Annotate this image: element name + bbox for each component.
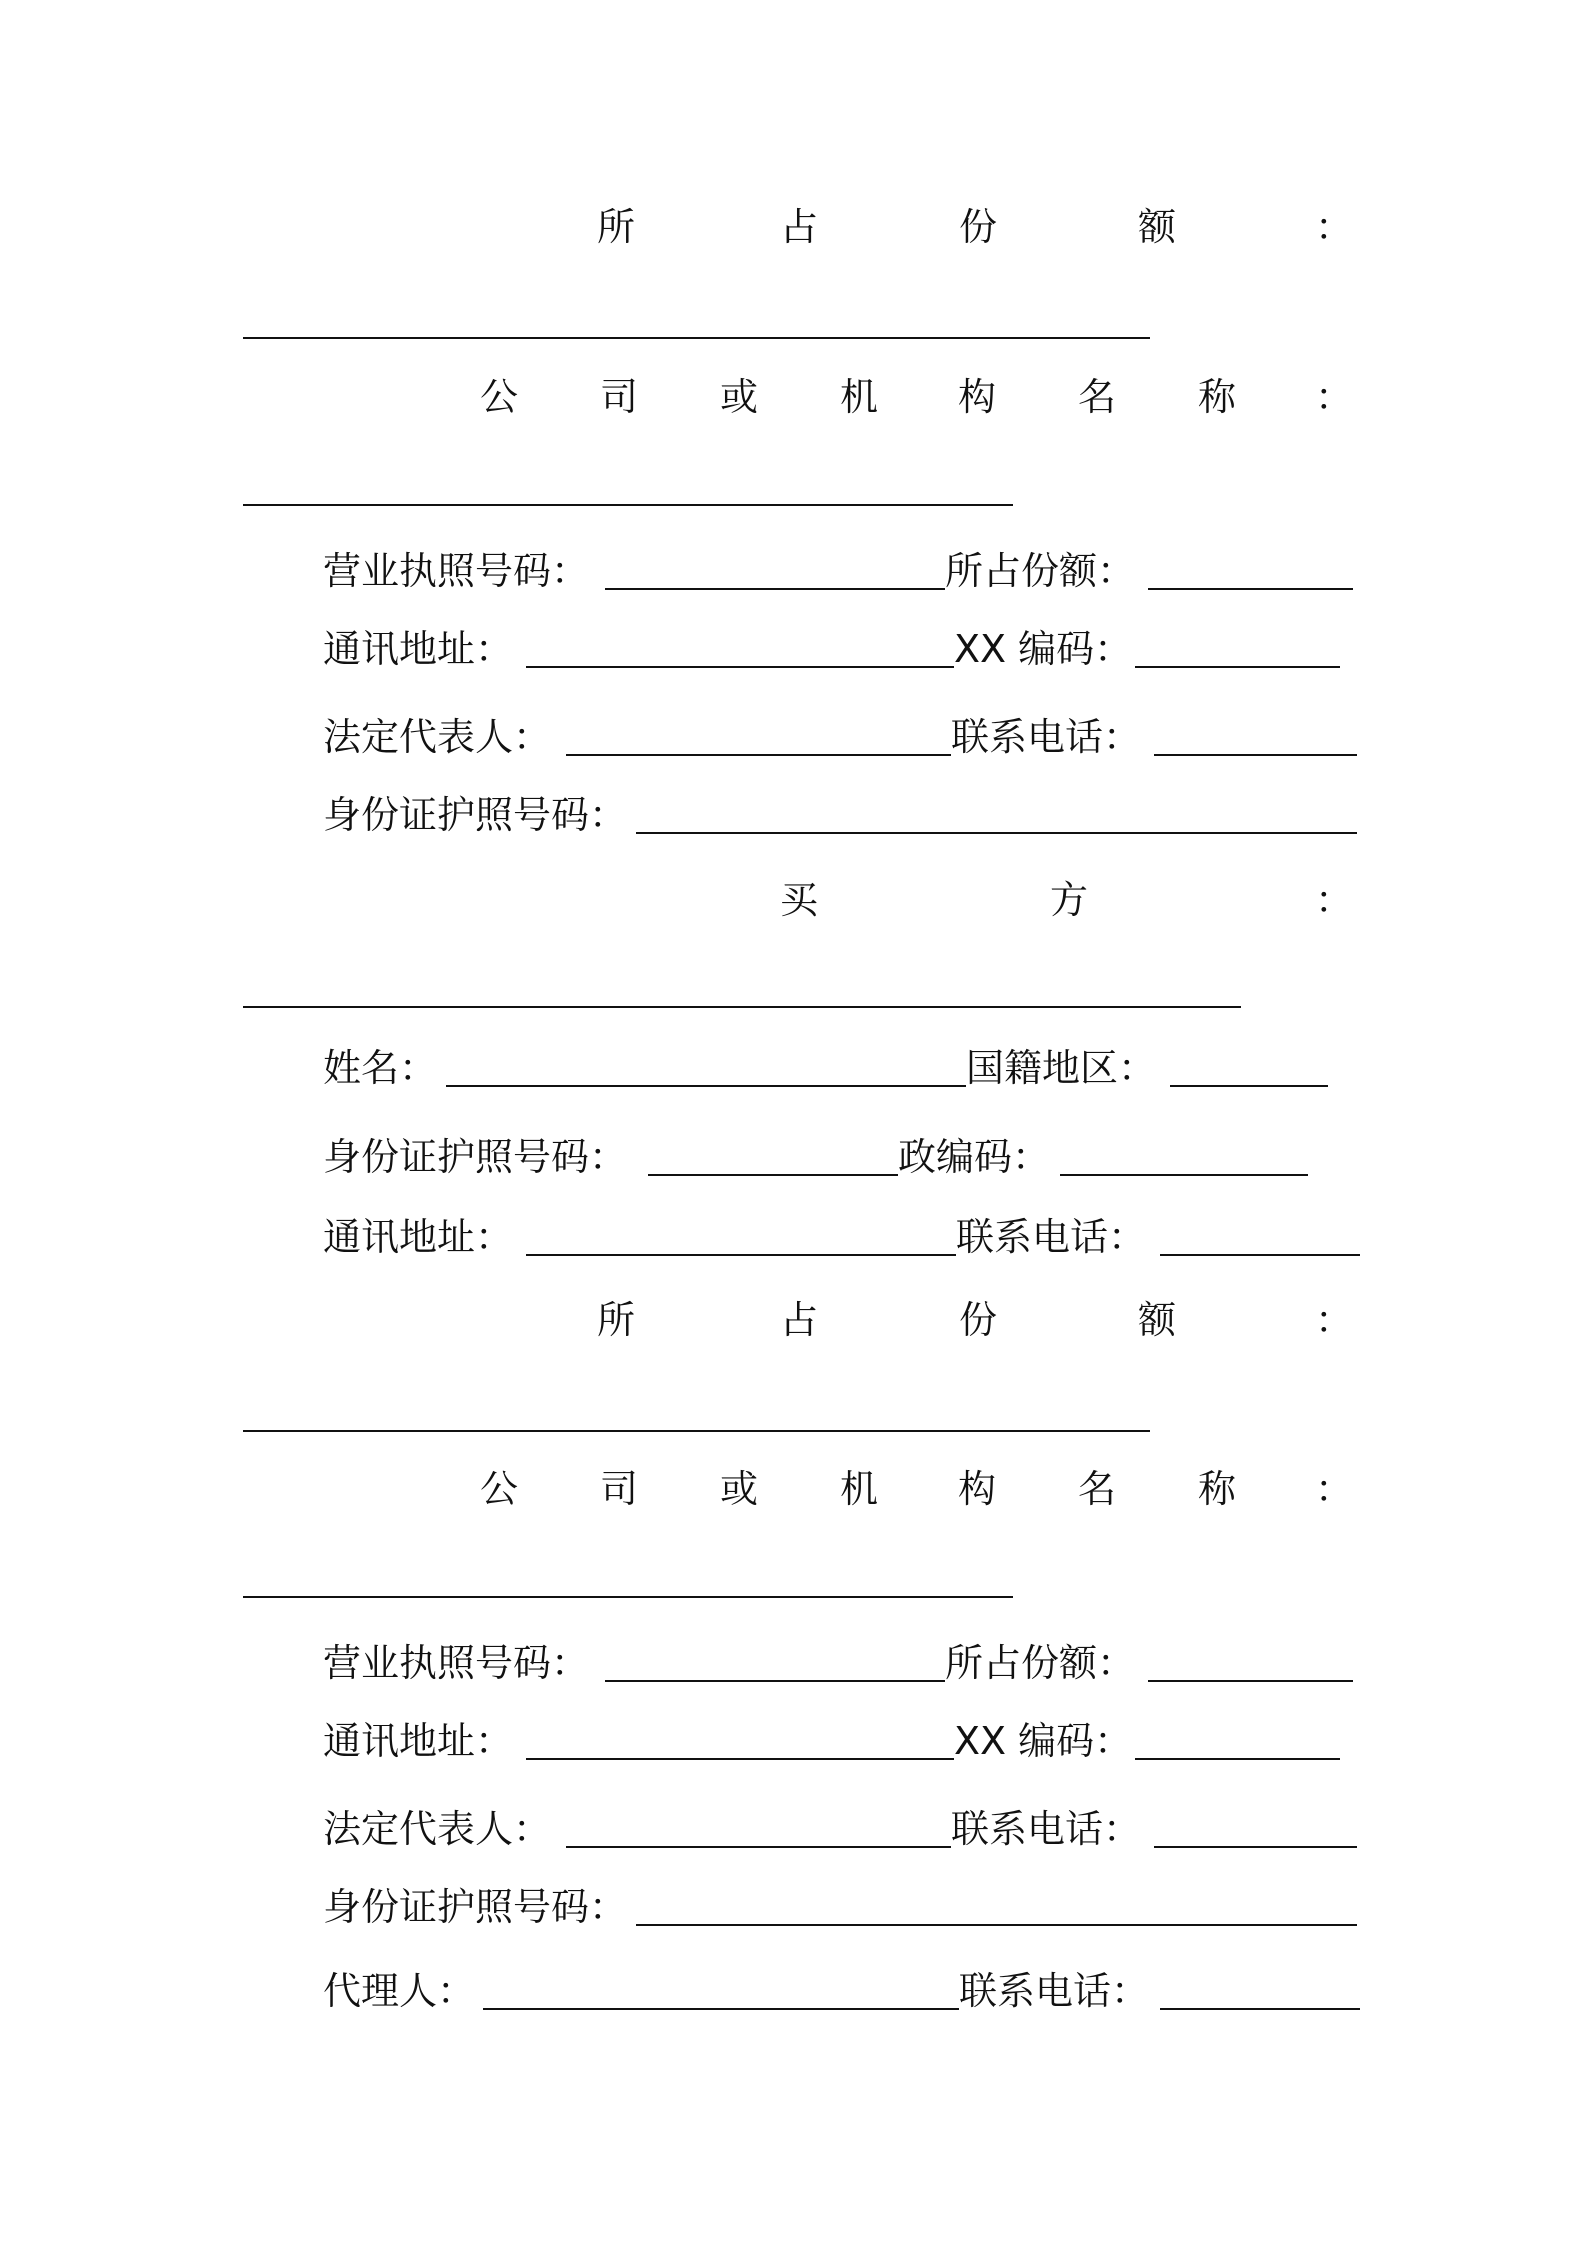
id-label: 身份证护照号码： bbox=[323, 793, 628, 837]
company-char-7: 称 bbox=[1198, 375, 1237, 419]
code2-field[interactable] bbox=[1135, 1758, 1340, 1760]
share-short-field[interactable] bbox=[1148, 588, 1353, 590]
buyer-nation-label: 国籍地区： bbox=[966, 1046, 1157, 1090]
company-char-5: 构 bbox=[958, 375, 997, 419]
rep2-field[interactable] bbox=[566, 1846, 951, 1848]
company-fill-line[interactable] bbox=[243, 504, 1013, 506]
buyer-char-1: 买 bbox=[780, 878, 819, 922]
buyer-fill-line[interactable] bbox=[243, 1006, 1241, 1008]
agent-field[interactable] bbox=[483, 2008, 959, 2010]
share-char-4: 额 bbox=[1138, 205, 1177, 249]
id-field[interactable] bbox=[636, 832, 1357, 834]
buyer-name-label: 姓名： bbox=[323, 1046, 438, 1090]
share-short2-label: 所占份额： bbox=[945, 1641, 1136, 1685]
agent-phone-field[interactable] bbox=[1160, 2008, 1360, 2010]
company2-char-6: 名 bbox=[1078, 1467, 1117, 1511]
address2-label: 通讯地址： bbox=[323, 1719, 514, 1763]
company-char-6: 名 bbox=[1078, 375, 1117, 419]
rep-field[interactable] bbox=[566, 754, 951, 756]
buyer-nation-field[interactable] bbox=[1170, 1085, 1328, 1087]
company2-char-4: 机 bbox=[840, 1467, 879, 1511]
company-char-1: 公 bbox=[480, 375, 519, 419]
id2-field[interactable] bbox=[636, 1924, 1357, 1926]
license-field[interactable] bbox=[605, 588, 945, 590]
company2-char-5: 构 bbox=[958, 1467, 997, 1511]
phone2-field[interactable] bbox=[1154, 1846, 1357, 1848]
share2-char-2: 占 bbox=[780, 1298, 819, 1342]
buyer-address-field[interactable] bbox=[526, 1254, 956, 1256]
agent-label: 代理人： bbox=[323, 1969, 476, 2013]
buyer-id-label: 身份证护照号码： bbox=[323, 1135, 628, 1179]
share2-char-5: ： bbox=[1315, 1298, 1354, 1342]
share2-char-4: 额 bbox=[1138, 1298, 1177, 1342]
buyer-phone-field[interactable] bbox=[1160, 1254, 1360, 1256]
share-short2-field[interactable] bbox=[1148, 1680, 1353, 1682]
company-char-3: 或 bbox=[720, 375, 759, 419]
share2-fill-line[interactable] bbox=[243, 1430, 1150, 1432]
address2-field[interactable] bbox=[526, 1758, 954, 1760]
share-char-5: ： bbox=[1315, 205, 1354, 249]
rep2-label: 法定代表人： bbox=[323, 1807, 552, 1851]
share-char-1: 所 bbox=[597, 205, 636, 249]
share-char-3: 份 bbox=[959, 205, 998, 249]
company2-char-2: 司 bbox=[600, 1467, 639, 1511]
license2-field[interactable] bbox=[605, 1680, 945, 1682]
buyer-address-label: 通讯地址： bbox=[323, 1215, 514, 1259]
buyer-id-field[interactable] bbox=[648, 1174, 898, 1176]
company2-char-8: ： bbox=[1315, 1467, 1354, 1511]
share2-char-1: 所 bbox=[597, 1298, 636, 1342]
company-char-8: ： bbox=[1315, 375, 1354, 419]
license2-label: 营业执照号码： bbox=[323, 1641, 590, 1685]
company2-char-7: 称 bbox=[1198, 1467, 1237, 1511]
buyer-postal-field[interactable] bbox=[1060, 1174, 1308, 1176]
code2-label: XX 编码： bbox=[954, 1719, 1133, 1763]
agent-phone-label: 联系电话： bbox=[959, 1969, 1150, 2013]
company-char-4: 机 bbox=[840, 375, 879, 419]
company-char-2: 司 bbox=[600, 375, 639, 419]
code-label: XX 编码： bbox=[954, 627, 1133, 671]
phone2-label: 联系电话： bbox=[951, 1807, 1142, 1851]
share-fill-line[interactable] bbox=[243, 337, 1150, 339]
share2-char-3: 份 bbox=[959, 1298, 998, 1342]
buyer-name-field[interactable] bbox=[446, 1085, 966, 1087]
share-char-2: 占 bbox=[780, 205, 819, 249]
buyer-char-2: 方 bbox=[1050, 878, 1089, 922]
code-field[interactable] bbox=[1135, 666, 1340, 668]
buyer-postal-label: 政编码： bbox=[898, 1135, 1051, 1179]
address-field[interactable] bbox=[526, 666, 954, 668]
company2-fill-line[interactable] bbox=[243, 1596, 1013, 1598]
company2-char-1: 公 bbox=[480, 1467, 519, 1511]
phone-label: 联系电话： bbox=[951, 715, 1142, 759]
share-short-label: 所占份额： bbox=[945, 549, 1136, 593]
license-label: 营业执照号码： bbox=[323, 549, 590, 593]
id2-label: 身份证护照号码： bbox=[323, 1885, 628, 1929]
address-label: 通讯地址： bbox=[323, 627, 514, 671]
company2-char-3: 或 bbox=[720, 1467, 759, 1511]
phone-field[interactable] bbox=[1154, 754, 1357, 756]
buyer-phone-label: 联系电话： bbox=[956, 1215, 1147, 1259]
buyer-char-3: ： bbox=[1315, 878, 1354, 922]
rep-label: 法定代表人： bbox=[323, 715, 552, 759]
